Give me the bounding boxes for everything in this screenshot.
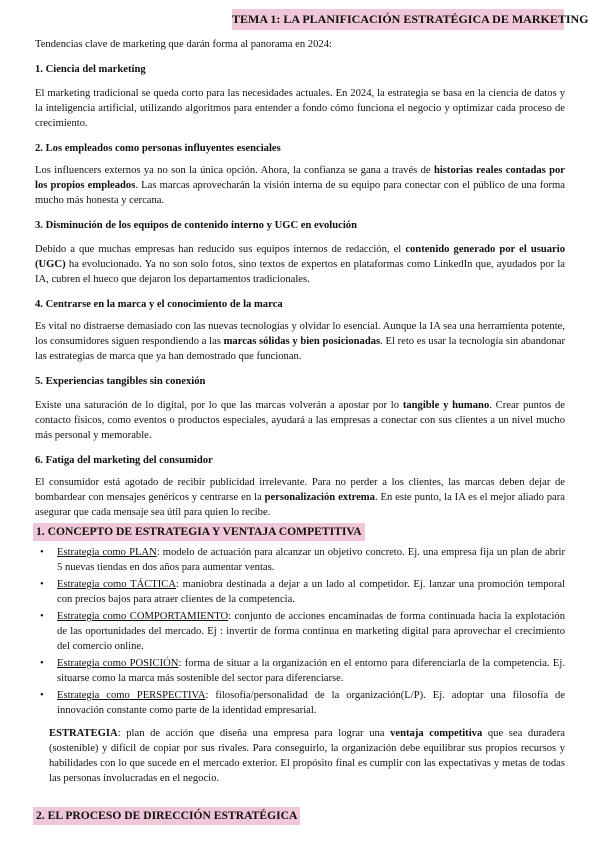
intro-text: Tendencias clave de marketing que darán forma al panorama en 2024: — [35, 39, 332, 50]
text-run: . En este punto, la IA es el mejor aliado para asegurar que cada mensaje sea útil para quien lo recibe. — [35, 492, 565, 518]
trend-heading: 1. Ciencia del marketing — [35, 64, 146, 75]
text-run: El marketing tradicional se queda corto para las necesidades actuales. En 2024, la estrategia se basa en la ciencia de datos y la inteligencia artificial, utilizando algoritmos para entender a fondo cómo funciona el negocio y optimizar cada proceso de crecimiento. — [35, 88, 565, 129]
text-run: Existe una saturación de lo digital, por lo que las marcas volverán a apostar por lo — [35, 400, 403, 411]
strategy-bullet — [35, 656, 565, 686]
bold-text: historias reales contadas por los propios empleados — [35, 165, 565, 191]
text-run: Debido a que muchas empresas han reducido sus equipos internos de redacción, el — [35, 244, 406, 255]
bold-text: ventaja competitiva — [390, 728, 483, 739]
bullet-text: : maniobra destinada a dejar a un lado al competidor. Ej. lanzar una promoción temporal con precios bajos para atraer clientes de la competencia. — [57, 579, 565, 605]
bullet-icon: • — [40, 658, 44, 669]
bullet-text: : modelo de actuación para alcanzar un objetivo concreto. Ej. una empresa fija un plan de abrir 5 nuevas tiendas en dos años para aumentar ventas. — [57, 547, 565, 573]
text-run: Es vital no distraerse demasiado con las nuevas tecnologías y olvidar lo esencial. Aunque la IA sea una herramienta potente, los consumidores siguen respondiendo a las — [35, 321, 565, 347]
bullet-label: Estrategia como COMPORTAMIENTO — [57, 611, 229, 622]
bold-text: contenido generado por el usuario (UGC) — [35, 244, 566, 270]
strategy-bullet — [35, 545, 565, 575]
bullet-icon: • — [40, 547, 44, 558]
bullet-label: Estrategia como PERSPECTIVA — [57, 690, 206, 701]
trend-paragraph — [35, 242, 565, 287]
section1-body — [35, 545, 565, 786]
trend-paragraph — [35, 475, 565, 520]
text-run: : plan de acción que diseña una empresa para lograr una — [117, 728, 391, 739]
strategy-bullet — [35, 577, 565, 607]
trend-paragraph — [35, 163, 565, 208]
text-run: El consumidor está agotado de recibir publicidad irrelevante. Para no perder a los clientes, las marcas deben dejar de bombardear con mensajes genéricos y centrarse en la — [35, 477, 565, 503]
trend-paragraph — [35, 319, 565, 364]
section-heading-2: 2. EL PROCESO DE DIRECCIÓN ESTRATÉGICA — [33, 807, 300, 825]
trend-heading: 6. Fatiga del marketing del consumidor — [35, 455, 213, 466]
strategy-bullet — [35, 609, 565, 654]
text-run: . Las marcas aprovecharán la visión interna de su equipo para conectar con el público de una forma mucho más honesta y cercana. — [35, 180, 565, 206]
trends-block — [35, 37, 565, 520]
bullet-label: Estrategia como POSICIÓN — [57, 658, 179, 669]
text-run: Los influencers externos ya no son la única opción. Ahora, la confianza se gana a través de — [35, 165, 434, 176]
trend-paragraph — [35, 398, 565, 443]
bullet-text: : forma de situar a la organización en el entorno para diferenciarla de la competencia. Ej. situarse como la marca más sostenible del sector para diferenciarse. — [57, 658, 565, 684]
strategy-definition — [35, 726, 565, 786]
trend-heading: 3. Disminución de los equipos de contenido interno y UGC en evolución — [35, 220, 357, 231]
bullet-text: : filosofía/personalidad de la organización(L/P). Ej. adoptar una filosofía de innovación constante como parte de la identidad empresarial. — [57, 690, 565, 716]
bullet-label: Estrategia como TÁCTICA — [57, 579, 177, 590]
bullet-icon: • — [40, 579, 44, 590]
trends-list — [35, 62, 565, 520]
bullet-icon: • — [40, 611, 44, 622]
bold-text: ESTRATEGIA — [49, 728, 118, 739]
strategy-bullet-list — [35, 545, 565, 718]
page-title: TEMA 1: LA PLANIFICACIÓN ESTRATÉGICA DE MARKETING — [232, 9, 564, 30]
text-run: . Crear puntos de contacto físicos, como eventos o productos especiales, ayudará a las empresas a conectar con sus clientes a un nivel mucho más personal y memorable. — [35, 400, 566, 441]
bullet-icon: • — [40, 690, 44, 701]
trend-heading: 5. Experiencias tangibles sin conexión — [35, 376, 206, 387]
bold-text: tangible y humano — [402, 400, 490, 411]
bullet-text: : conjunto de acciones encaminadas de forma continuada hacia la explotación de las oportunidades del mercado. Ej : invertir de forma continua en marketing digital para aprovechar el crecimiento del comercio online. — [57, 611, 565, 652]
text-run: ha evolucionado. Ya no son solo fotos, sino textos de expertos en plataformas como LinkedIn que, ayudados por la IA, cubren el hueco que dejaron los departamentos tradicionales. — [35, 259, 565, 285]
text-run: . El reto es usar la tecnología sin abandonar las estrategias de marca que ya han demostrado que funcionan. — [35, 336, 565, 362]
trend-paragraph — [35, 86, 565, 131]
bold-text: personalización extrema — [264, 492, 375, 503]
trend-heading: 2. Los empleados como personas influyentes esenciales — [35, 143, 281, 154]
trend-heading: 4. Centrarse en la marca y el conocimiento de la marca — [35, 299, 283, 310]
strategy-bullet — [35, 688, 565, 718]
bold-text: marcas sólidas y bien posicionadas — [223, 336, 381, 347]
text-run: que sea duradera (sostenible) y difícil de copiar por sus rivales. Para conseguirlo, la organización debe equilibrar sus propios recursos y habilidades con lo que sucede en el mercado exterior. El propósito final es cumplir con las expectativas y metas de todas las personas involucradas en el negocio. — [49, 728, 565, 784]
bullet-label: Estrategia como PLAN — [57, 547, 157, 558]
section-heading-1: 1. CONCEPTO DE ESTRATEGIA Y VENTAJA COMPETITIVA — [33, 523, 365, 541]
